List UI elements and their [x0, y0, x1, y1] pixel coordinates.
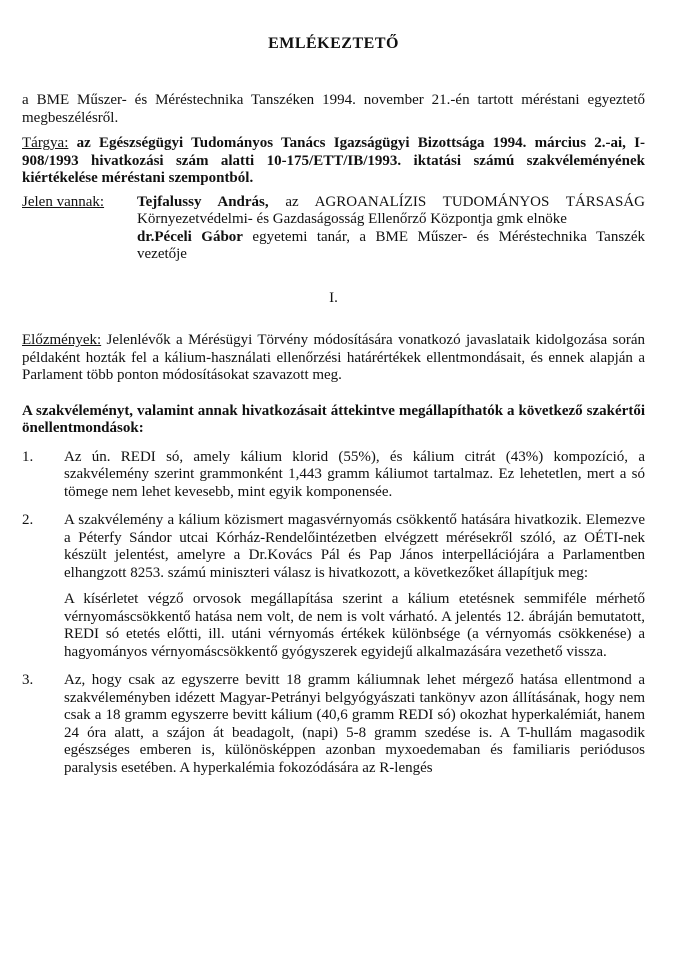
- findings-list: [22, 449, 645, 778]
- item-body: [64, 512, 645, 661]
- history-label: Előzmények:: [22, 332, 102, 348]
- subject-text: az Egészségügyi Tudományos Tanács Igazságügyi Bizottsága 1994. március 2.-ai, I-908/1993 hivatkozási szám alatti 10-175/ETT/IB/1993. iktatási számú szakvéleményének kiértékelése méréstani szempontból.: [22, 135, 645, 186]
- item-number: 2.: [22, 512, 34, 528]
- attendee-1: [137, 194, 645, 229]
- history-paragraph: [22, 332, 645, 385]
- intro-paragraph: a BME Műszer- és Méréstechnika Tanszéken 1994. november 21.-én tartott méréstani egyeztető megbeszélésről.: [22, 92, 645, 126]
- item-text: Az, hogy csak az egyszerre bevitt 18 gramm káliumnak lehet mérgező hatása ellentmond a szakvéleményben idézett Magyar-Petrányi belgyógyászati tankönyv azon állításának, hogy nem csak a 18 gramm egyszerre bevitt kálium (40,6 gramm REDI só) okozhat hyperkalémiát, hanem 24 óra alatt, a szájon át beadagolt, (napi) 5-8 gramm szedése is. A T-hullám magasodik egészséges emberen is, különösképpen azonban myxoedemaban és familiaris periódusos paralysis esetében. A hyperkalémia fokozódására az R-lengés: [64, 672, 645, 776]
- item-body: [64, 449, 645, 502]
- item-number: 1.: [22, 448, 34, 465]
- item-text: A szakvélemény a kálium közismert magasvérnyomás csökkentő hatására hivatkozik. Elemezve a Péterfy Sándor utcai Kórház-Rendelőintézetben elvégzett mérésekről szóló, az OÉTI-nek készült jelentést, amelyre a Dr.Kovács Pál és Pap János interpellációjára a Parlamentben elhangzott 8253. számú miniszteri válasz is hivatkozott, a következőket állapítjuk meg:: [64, 512, 645, 581]
- list-item: [22, 449, 645, 502]
- section-number: I.: [329, 289, 338, 306]
- attendees-block: [22, 194, 645, 264]
- attendee-desc: egyetemi tanár, a BME Műszer- és Méréstechnika Tanszék vezetője: [137, 228, 645, 262]
- attendee-name: Tejfalussy András,: [137, 193, 269, 210]
- list-item: [22, 672, 645, 777]
- attendees-list: [137, 194, 645, 264]
- subject-paragraph: [22, 135, 645, 188]
- list-item: [22, 512, 645, 661]
- item-body: [64, 672, 645, 777]
- attendee-2: [137, 229, 645, 264]
- findings-lead: A szakvéleményt, valamint annak hivatkozásait áttekintve megállapíthatók a következő szakértői önellentmondások:: [22, 402, 645, 436]
- item-inner-paragraph: A kísérletet végző orvosok megállapítása szerint a kálium etetésnek semmiféle mérhető vérnyomáscsökkentő hatása nem volt, de nem is volt várható. A jelentés 12. ábráján bemutatott, REDI só etetés előtti, ill. utáni vérnyomás értékek különbsége (a vérnyomás csökkenése) a hagyományos vérnyomáscsökkentő gyógyszerek egyidejű alkalmazására vezethető vissza.: [64, 591, 645, 660]
- history-text: Jelenlévők a Mérésügyi Törvény módosítására vonatkozó javaslataik kidolgozása során példaként hozták fel a kálium-használati ellenőrzési határértékek ellentmondásait, és ennek alapján a Parlament több ponton módosításokat szavazott meg.: [22, 332, 645, 383]
- subject-label: Tárgya:: [22, 135, 69, 151]
- item-number: 3.: [22, 672, 34, 688]
- attendee-desc: az AGROANALÍZIS TUDOMÁNYOS TÁRSASÁG Környezetvédelmi- és Gazdaságosság Ellenőrző Központja gmk elnöke: [137, 193, 645, 227]
- attendees-label: Jelen vannak:: [22, 193, 105, 210]
- item-text: Az ún. REDI só, amely kálium klorid (55%), és kálium citrát (43%) kompozíció, a szakvélemény szerint grammonként 1,443 gramm káliumot tartalmaz. Ez lehetetlen, mert a só tömege nem lehet kevesebb, mint egyik komponensée.: [64, 448, 645, 500]
- document-title: EMLÉKEZTETŐ: [268, 35, 399, 52]
- attendee-name: dr.Péceli Gábor: [137, 228, 243, 245]
